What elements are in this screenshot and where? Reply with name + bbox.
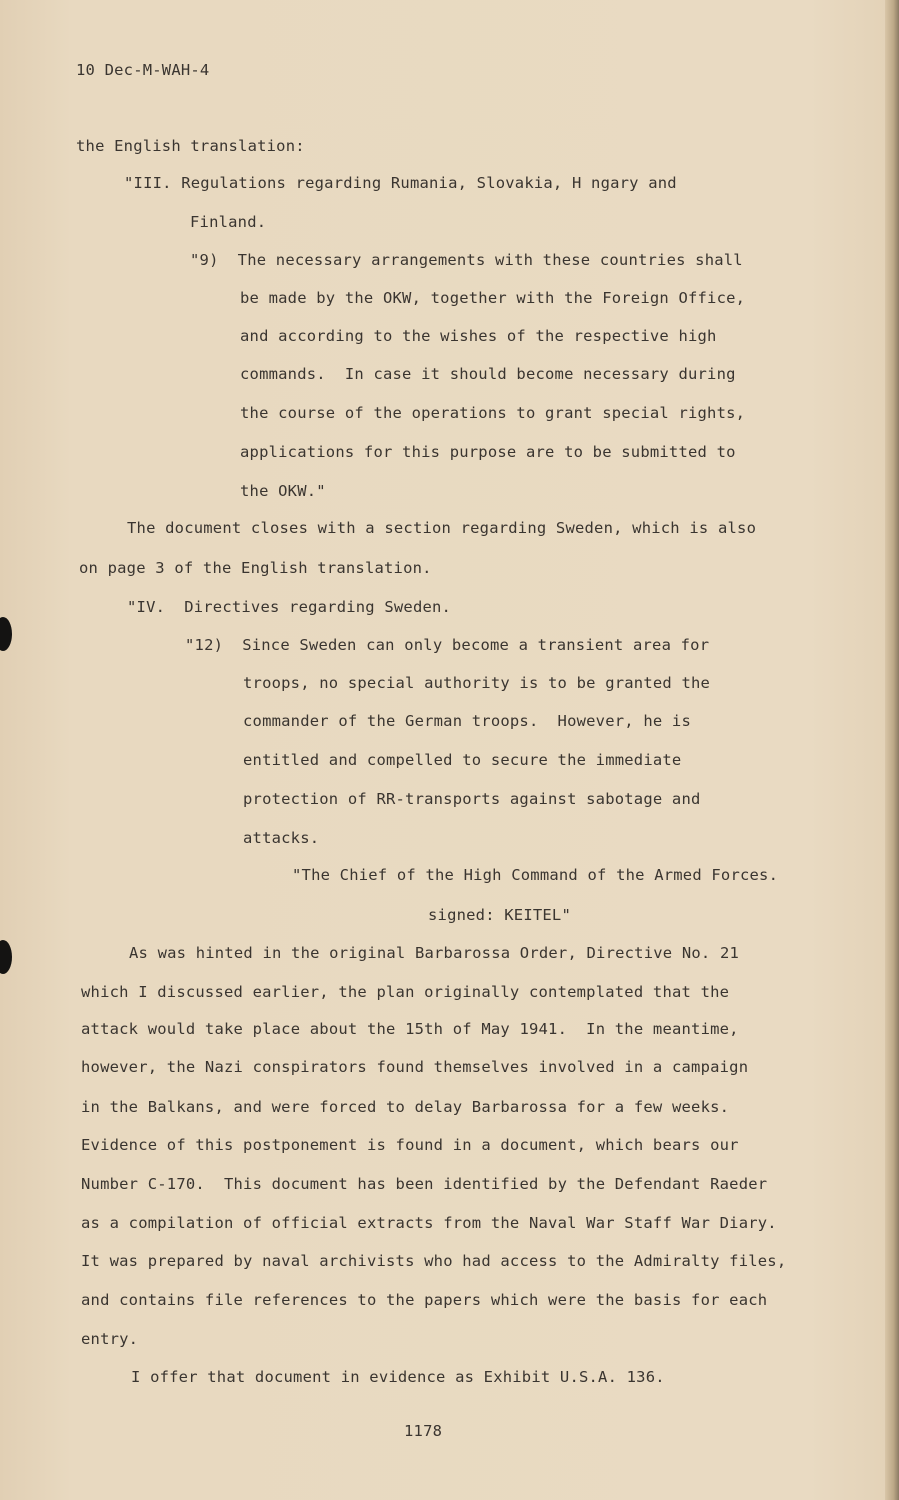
text-line: attack would take place about the 15th of May 1941. In the meantime, bbox=[81, 1020, 739, 1038]
punch-hole-lower bbox=[0, 940, 12, 974]
text-line: Number C-170. This document has been identified by the Defendant Raeder bbox=[81, 1175, 768, 1193]
text-line: the English translation: bbox=[76, 137, 305, 155]
text-line: however, the Nazi conspirators found themselves involved in a campaign bbox=[81, 1058, 749, 1076]
text-line: As was hinted in the original Barbarossa Order, Directive No. 21 bbox=[129, 944, 740, 962]
text-line: entitled and compelled to secure the immediate bbox=[243, 751, 682, 769]
text-line: commands. In case it should become necessary during bbox=[240, 365, 736, 383]
document-reference: 10 Dec-M-WAH-4 bbox=[76, 61, 210, 79]
text-line: and contains file references to the papers which were the basis for each bbox=[81, 1291, 768, 1309]
text-line: protection of RR-transports against sabotage and bbox=[243, 790, 701, 808]
text-line: entry. bbox=[81, 1330, 139, 1348]
text-line: on page 3 of the English translation. bbox=[79, 559, 432, 577]
text-line: be made by the OKW, together with the Foreign Office, bbox=[240, 289, 746, 307]
text-line: attacks. bbox=[243, 829, 320, 847]
text-line: and according to the wishes of the respective high bbox=[240, 327, 717, 345]
page-edge bbox=[885, 0, 899, 1500]
text-line: the OKW." bbox=[240, 482, 326, 500]
signature-name: signed: KEITEL" bbox=[428, 906, 571, 924]
text-line: "12) Since Sweden can only become a transient area for bbox=[185, 636, 710, 654]
page-number: 1178 bbox=[404, 1422, 443, 1440]
text-line: I offer that document in evidence as Exhibit U.S.A. 136. bbox=[131, 1368, 665, 1386]
text-line: It was prepared by naval archivists who had access to the Admiralty files, bbox=[81, 1252, 787, 1270]
text-line: Finland. bbox=[190, 213, 267, 231]
text-line: the course of the operations to grant special rights, bbox=[240, 404, 746, 422]
text-line: "III. Regulations regarding Rumania, Slovakia, H ngary and bbox=[124, 174, 677, 192]
signature-title: "The Chief of the High Command of the Armed Forces. bbox=[292, 866, 779, 884]
text-line: which I discussed earlier, the plan originally contemplated that the bbox=[81, 983, 730, 1001]
text-line: The document closes with a section regarding Sweden, which is also bbox=[127, 519, 757, 537]
text-line: in the Balkans, and were forced to delay Barbarossa for a few weeks. bbox=[81, 1098, 730, 1116]
text-line: commander of the German troops. However, he is bbox=[243, 712, 691, 730]
text-line: "IV. Directives regarding Sweden. bbox=[127, 598, 452, 616]
text-line: "9) The necessary arrangements with these countries shall bbox=[190, 251, 743, 269]
text-line: as a compilation of official extracts from the Naval War Staff War Diary. bbox=[81, 1214, 777, 1232]
text-line: Evidence of this postponement is found in a document, which bears our bbox=[81, 1136, 739, 1154]
text-line: applications for this purpose are to be submitted to bbox=[240, 443, 736, 461]
punch-hole-upper bbox=[0, 617, 12, 651]
text-line: troops, no special authority is to be granted the bbox=[243, 674, 711, 692]
